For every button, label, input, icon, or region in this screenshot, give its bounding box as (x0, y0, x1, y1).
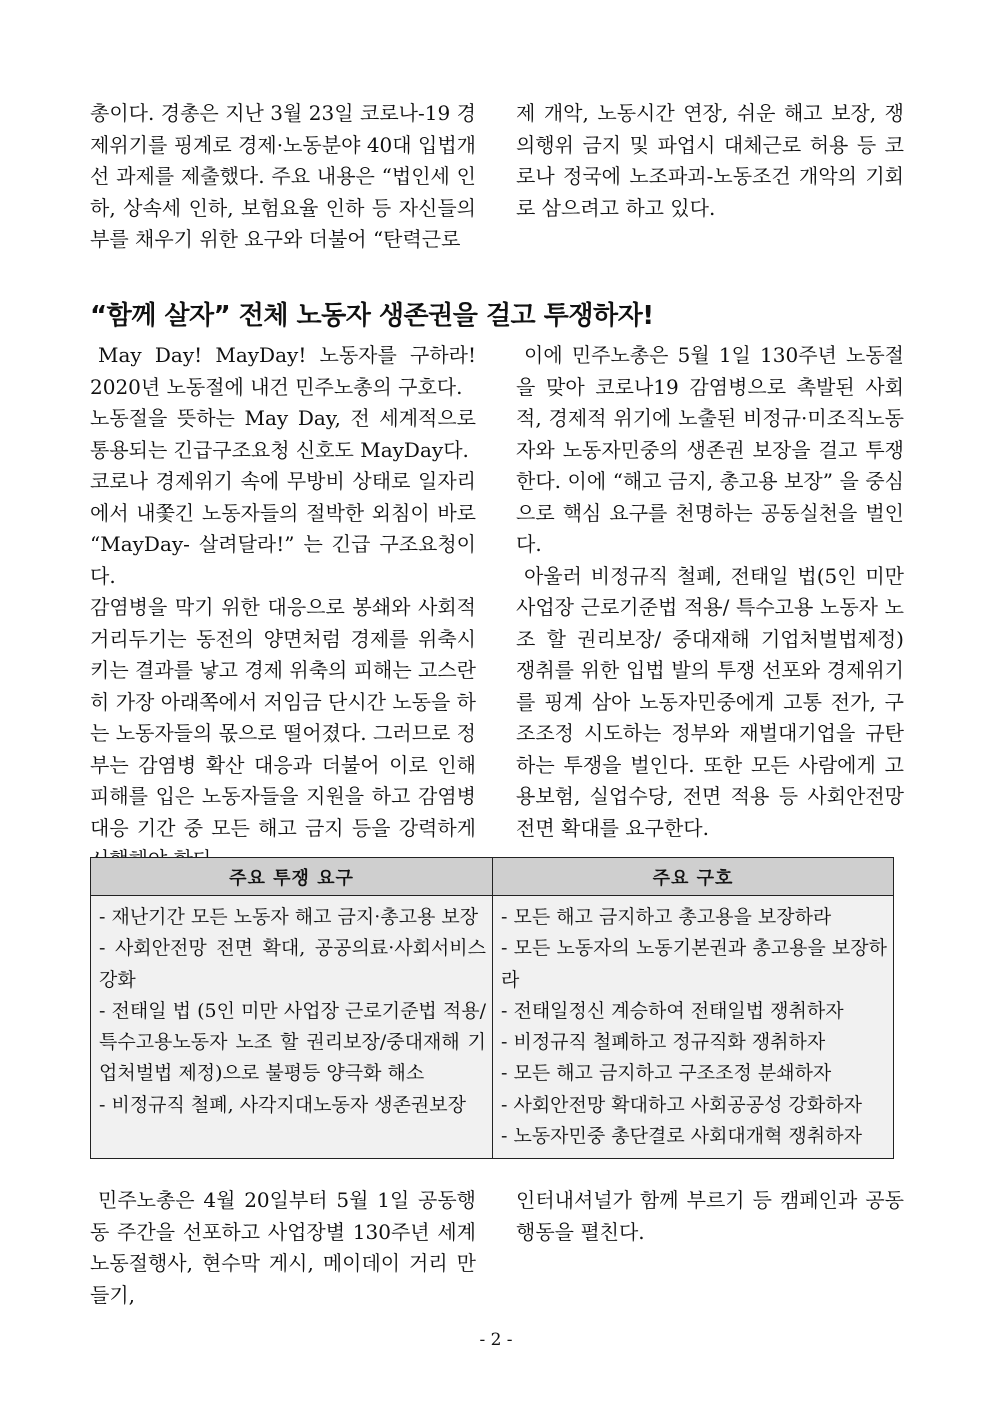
table-header-slogans: 주요 구호 (493, 858, 893, 896)
bottom-left-column (90, 1185, 476, 1311)
demand-item: - 비정규직 철폐, 사각지대노동자 생존권보장 (99, 1093, 466, 1116)
top-left-column (90, 98, 476, 256)
top-left-text: 총이다. 경총은 지난 3월 23일 코로나-19 경제위기를 핑계로 경제·노동분야 40대 입법개선 과제를 제출했다. 주요 내용은 “법인세 인하, 상속세 인하, 보험요율 인하 등 자신들의 부를 채우기 위한 요구와 더불어 “탄력근로 (90, 101, 476, 251)
slogan-item: - 모든 해고 금지하고 총고용을 보장하라 (501, 906, 832, 928)
demands-cell (91, 896, 493, 1158)
paragraph: 아울러 비정규직 철폐, 전태일 법(5인 미만 사업장 근로기준법 적용/ 특수고용 노동자 노조 할 권리보장/ 중대재해 기업처벌법제정) 쟁취를 위한 입법 발의 투쟁 선포와 경제위기를 핑계 삼아 노동자민중에게 고통 전가, 구조조정 시도하는 정부와 재벌대기업을 규탄하는 투쟁을 벌인다. 또한 모든 사람에게 고용보험, 실업수당, 전면 적용 등 사회안전망 전면 확대를 요구한다. (516, 563, 904, 840)
slogans-cell (493, 896, 893, 1158)
paragraph: 코로나 경제위기 속에 무방비 상태로 일자리에서 내쫓긴 노동자들의 절박한 외침이 바로 “MayDay- 살려달라!” 는 긴급 구조요청이다. (90, 469, 476, 588)
top-right-text: 제 개악, 노동시간 연장, 쉬운 해고 보장, 쟁의행위 금지 및 파업시 대체근로 허용 등 코로나 정국에 노조파괴-노동조건 개악의 기회로 삼으려고 하고 있다. (516, 101, 904, 220)
paragraph: May Day! MayDay! 노동자를 구하라! 2020년 노동절에 내건 민주노총의 구호다. (90, 343, 476, 399)
demand-item: - 사회안전망 전면 확대, 공공의료·사회서비스 강화 (99, 937, 486, 991)
slogan-item: - 노동자민중 총단결로 사회대개혁 쟁취하자 (501, 1125, 862, 1148)
slogan-item: - 전태일정신 계승하여 전태일법 쟁취하자 (501, 999, 844, 1022)
bottom-left-text: 민주노총은 4월 20일부터 5월 1일 공동행동 주간을 선포하고 사업장별 130주년 세계노동절행사, 현수막 게시, 메이데이 거리 만들기, (90, 1188, 476, 1307)
demand-item: - 재난기간 모든 노동자 해고 금지·총고용 보장 (99, 906, 479, 928)
page-number: - 2 - (479, 1330, 513, 1350)
demands-table (90, 857, 894, 1159)
bottom-right-column (516, 1185, 904, 1248)
top-right-column (516, 98, 904, 224)
slogan-item: - 모든 노동자의 노동기본권과 총고용을 보장하라 (501, 937, 887, 991)
paragraph: 노동절을 뜻하는 May Day, 전 세계적으로 통용되는 긴급구조요청 신호도 MayDay다. (90, 406, 476, 462)
demand-item: - 전태일 법 (5인 미만 사업장 근로기준법 적용/특수고용노동자 노조 할 권리보장/중대재해 기업처벌법 제정)으로 불평등 양극화 해소 (99, 999, 486, 1085)
body-left-column (90, 340, 476, 876)
bottom-right-text: 인터내셔널가 함께 부르기 등 캠페인과 공동행동을 펼친다. (516, 1188, 904, 1244)
slogan-item: - 비정규직 철폐하고 정규직화 쟁취하자 (501, 1031, 826, 1054)
body-right-column (516, 340, 904, 844)
slogan-item: - 사회안전망 확대하고 사회공공성 강화하자 (501, 1093, 862, 1116)
slogan-item: - 모든 해고 금지하고 구조조정 분쇄하자 (501, 1062, 832, 1085)
paragraph: 감염병을 막기 위한 대응으로 봉쇄와 사회적 거리두기는 동전의 양면처럼 경제를 위축시키는 결과를 낳고 경제 위축의 피해는 고스란히 가장 아래쪽에서 저임금 단시간 노동을 하는 노동자들의 몫으로 떨어졌다. 그러므로 정부는 감염병 확산 대응과 더불어 이로 인해 피해를 입은 노동자들을 지원을 하고 감염병 대응 기간 중 모든 해고 금지 등을 강력하게 (90, 595, 476, 840)
paragraph: 이에 민주노총은 5월 1일 130주년 노동절을 맞아 코로나19 감염병으로 촉발된 사회적, 경제적 위기에 노출된 비정규·미조직노동자와 노동자민중의 생존권 보장을 걸고 투쟁한다. 이에 “해고 금지, 총고용 보장” 을 중심으로 핵심 요구를 천명하는 공동실천을 벌인다. (516, 343, 904, 556)
table-header-demands: 주요 투쟁 요구 (91, 858, 493, 896)
section-heading: “함께 살자” 전체 노동자 생존권을 걸고 투쟁하자! (90, 301, 654, 331)
